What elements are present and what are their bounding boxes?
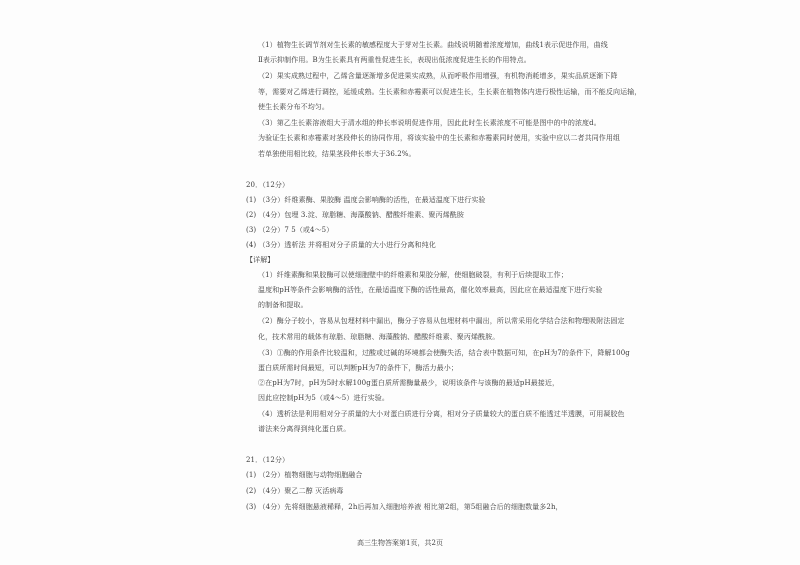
text-line: 谱法来分离得到纯化蛋白质。: [258, 425, 351, 433]
question-heading: 20．（12分）: [246, 181, 290, 189]
text-line: （3）第乙生长素溶液组大于清水组的伸长率说明促进作用，因此此时生长素浓度不可能是图中的中的浓度d。: [258, 119, 601, 127]
text-line: 温度和pH等条件会影响酶的活性，在最适温度下酶的活性最高，催化效率最高，因此应在最适温度下进行实验: [258, 286, 603, 294]
text-line: （2）果实成熟过程中，乙烯含量逐渐增多促进果实成熟，从而呼吸作用增强，有机物消耗增多，果实品质逐渐下降: [258, 72, 618, 80]
text-line: （1）纤维素酶和果胶酶可以使细胞壁中的纤维素和果胶分解，使细胞破裂，有利于后续提取工作；: [258, 271, 568, 279]
text-line: 使生长素分布不均匀。: [258, 103, 329, 111]
text-line: 等，需要对乙烯进行调控，延缓成熟。生长素和赤霉素可以促进生长，生长素在植物体内进行极性运输，而不能反向运输，: [258, 88, 642, 96]
text-line: （4）透析法是利用相对分子质量的大小对蛋白质进行分离，相对分子质量较大的蛋白质不能透过半透膜，可用凝胶色: [258, 410, 625, 418]
answer-line: (2) （4分）聚乙二醇 灭活病毒: [246, 487, 344, 495]
explanation-heading: 【详解】: [246, 256, 275, 264]
page-footer: 高三生物答案第1页，共2页: [357, 539, 443, 547]
text-line: 的制备和提取。: [258, 301, 308, 309]
text-line: 化，技术常用的载体有琼脂、琼脂糖、海藻酸钠、醋酸纤维素、聚丙烯酰胺。: [258, 333, 500, 341]
text-line: ②在pH为7时，pH为5时水解100g蛋白质所需酶量最少，说明该条件与该酶的最适pH最接近，: [258, 379, 560, 387]
question-heading: 21．（12分）: [246, 456, 290, 464]
text-line: 蛋白质所需时间最短，可以判断pH为7的条件下，酶活力最小；: [258, 364, 458, 372]
text-line: Ⅱ表示抑制作用。B为生长素具有两重性促进生长，表现出低浓度促进生长的作用特点。: [258, 56, 531, 64]
answer-line: (2) （4分）包埋 3.淀、琼脂糖、海藻酸钠、醋酸纤维素、聚丙烯酰胺: [246, 211, 464, 219]
text-line: 因此应控制pH为5（或4～5）进行实验。: [258, 394, 389, 402]
text-line: （2）酶分子较小，容易从包埋材料中漏出，酶分子容易从包埋材料中漏出，所以常采用化学结合法和物理吸附法固定: [258, 317, 625, 325]
text-line: 若单独使用相比较，结果茎段伸长率大于36.2%。: [258, 150, 416, 158]
text-line: （3）①酶的作用条件比较温和，过酸或过碱的环境都会使酶失活，结合表中数据可知，在pH为7的条件下，降解100g: [258, 349, 630, 357]
answer-line: (1) （3分）纤维素酶、果胶酶 温度会影响酶的活性，在最适温度下进行实验: [246, 196, 486, 204]
text-line: 为验证生长素和赤霉素对茎段伸长的协同作用，将该实验中的生长素和赤霉素同时使用，实验中应以二者共同作用组: [258, 134, 621, 142]
text-line: （1）植物生长调节剂对生长素的敏感程度大于芽对生长素。曲线说明随着浓度增加，曲线1表示促进作用，曲线: [258, 41, 608, 49]
answer-line: (3) （4分）先将细胞悬液稀释，2h后再加入细胞培养液 相比第2组，第5组融合后的细胞数量多2h，: [246, 503, 563, 511]
answer-line: (4) （3分）透析法 并将相对分子质量的大小进行分离和纯化: [246, 241, 436, 249]
answer-line: (3) （2分）7 5（或4～5）: [246, 226, 334, 234]
answer-line: (1) （2分）植物细胞与动物细胞融合: [246, 471, 363, 479]
